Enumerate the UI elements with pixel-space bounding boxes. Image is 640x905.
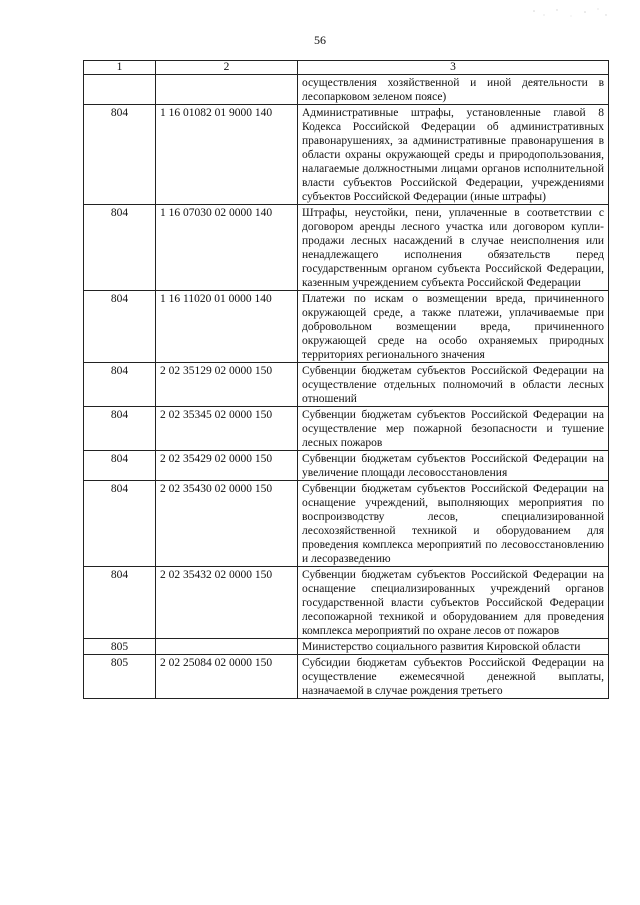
table-row [84, 105, 609, 205]
budget-code-cell: 2 02 35430 02 0000 150 [156, 481, 298, 567]
admin-code-cell: 804 [84, 451, 156, 481]
name-cell: Административные штрафы, установленные главой 8 Кодекса Российской Федерации об административных правонарушениях, за административные правонарушения в области охраны окружающей среды и природопользования, налагаемые должностными лицами органов исполнительной власти субъектов Российской Федерации, учреждениями субъектов Российской Федерации (иные штрафы) [298, 105, 609, 205]
budget-code-cell: 1 16 01082 01 9000 140 [156, 105, 298, 205]
name-cell: Субвенции бюджетам субъектов Российской Федерации на оснащение специализированных учреждений органов государственной власти субъектов Российской Федерации лесопожарной техникой и оборудованием для проведения комплекса мероприятий по охране лесов от пожаров [298, 567, 609, 639]
admin-code-cell: 805 [84, 639, 156, 655]
table-header-row [84, 61, 609, 75]
table-row [84, 407, 609, 451]
table-row [84, 205, 609, 291]
table-row [84, 639, 609, 655]
column-header: 2 [156, 61, 298, 75]
name-cell: Субвенции бюджетам субъектов Российской Федерации на осуществление мер пожарной безопасности и тушение лесных пожаров [298, 407, 609, 451]
budget-code-cell: 1 16 07030 02 0000 140 [156, 205, 298, 291]
name-cell: Субвенции бюджетам субъектов Российской Федерации на оснащение учреждений, выполняющих мероприятия по воспроизводству лесов, специализированной лесохозяйственной техникой и оборудованием для проведения комплекса мероприятий по лесовосстановлению и лесоразведению [298, 481, 609, 567]
name-cell: Субвенции бюджетам субъектов Российской Федерации на осуществление отдельных полномочий в области лесных отношений [298, 363, 609, 407]
budget-code-cell: 2 02 35345 02 0000 150 [156, 407, 298, 451]
budget-code-cell: 2 02 25084 02 0000 150 [156, 655, 298, 699]
budget-code-cell [156, 75, 298, 105]
name-cell: Субсидии бюджетам субъектов Российской Федерации на осуществление ежемесячной денежной выплаты, назначаемой в случае рождения третьего [298, 655, 609, 699]
table-row [84, 451, 609, 481]
admin-code-cell: 804 [84, 205, 156, 291]
table-row [84, 567, 609, 639]
admin-code-cell [84, 75, 156, 105]
admin-code-cell: 804 [84, 407, 156, 451]
admin-code-cell: 804 [84, 363, 156, 407]
table-row [84, 75, 609, 105]
column-header: 3 [298, 61, 609, 75]
page-number: 56 [314, 33, 326, 47]
budget-codes-table [83, 60, 609, 699]
budget-code-cell: 1 16 11020 01 0000 140 [156, 291, 298, 363]
budget-code-cell: 2 02 35432 02 0000 150 [156, 567, 298, 639]
scan-noise-decoration [530, 6, 610, 20]
budget-code-cell [156, 639, 298, 655]
admin-code-cell: 805 [84, 655, 156, 699]
table-row [84, 655, 609, 699]
column-header: 1 [84, 61, 156, 75]
name-cell: Министерство социального развития Кировской области [298, 639, 609, 655]
table-row [84, 481, 609, 567]
admin-code-cell: 804 [84, 481, 156, 567]
budget-code-cell: 2 02 35129 02 0000 150 [156, 363, 298, 407]
admin-code-cell: 804 [84, 291, 156, 363]
admin-code-cell: 804 [84, 567, 156, 639]
table-row [84, 363, 609, 407]
name-cell: Штрафы, неустойки, пени, уплаченные в соответствии с договором аренды лесного участка или договором купли-продажи лесных насаждений в случае неисполнения или ненадлежащего исполнения обязательств перед государственным органом субъекта Российской Федерации, казенным учреждением субъекта Российской Федерации [298, 205, 609, 291]
name-cell: осуществления хозяйственной и иной деятельности в лесопарковом зеленом поясе) [298, 75, 609, 105]
name-cell: Субвенции бюджетам субъектов Российской Федерации на увеличение площади лесовосстановления [298, 451, 609, 481]
table-row [84, 291, 609, 363]
admin-code-cell: 804 [84, 105, 156, 205]
name-cell: Платежи по искам о возмещении вреда, причиненного окружающей среде, а также платежи, уплачиваемые при добровольном возмещении вреда, причиненного окружающей среде на особо охраняемых природных территориях регионального значения [298, 291, 609, 363]
budget-code-cell: 2 02 35429 02 0000 150 [156, 451, 298, 481]
